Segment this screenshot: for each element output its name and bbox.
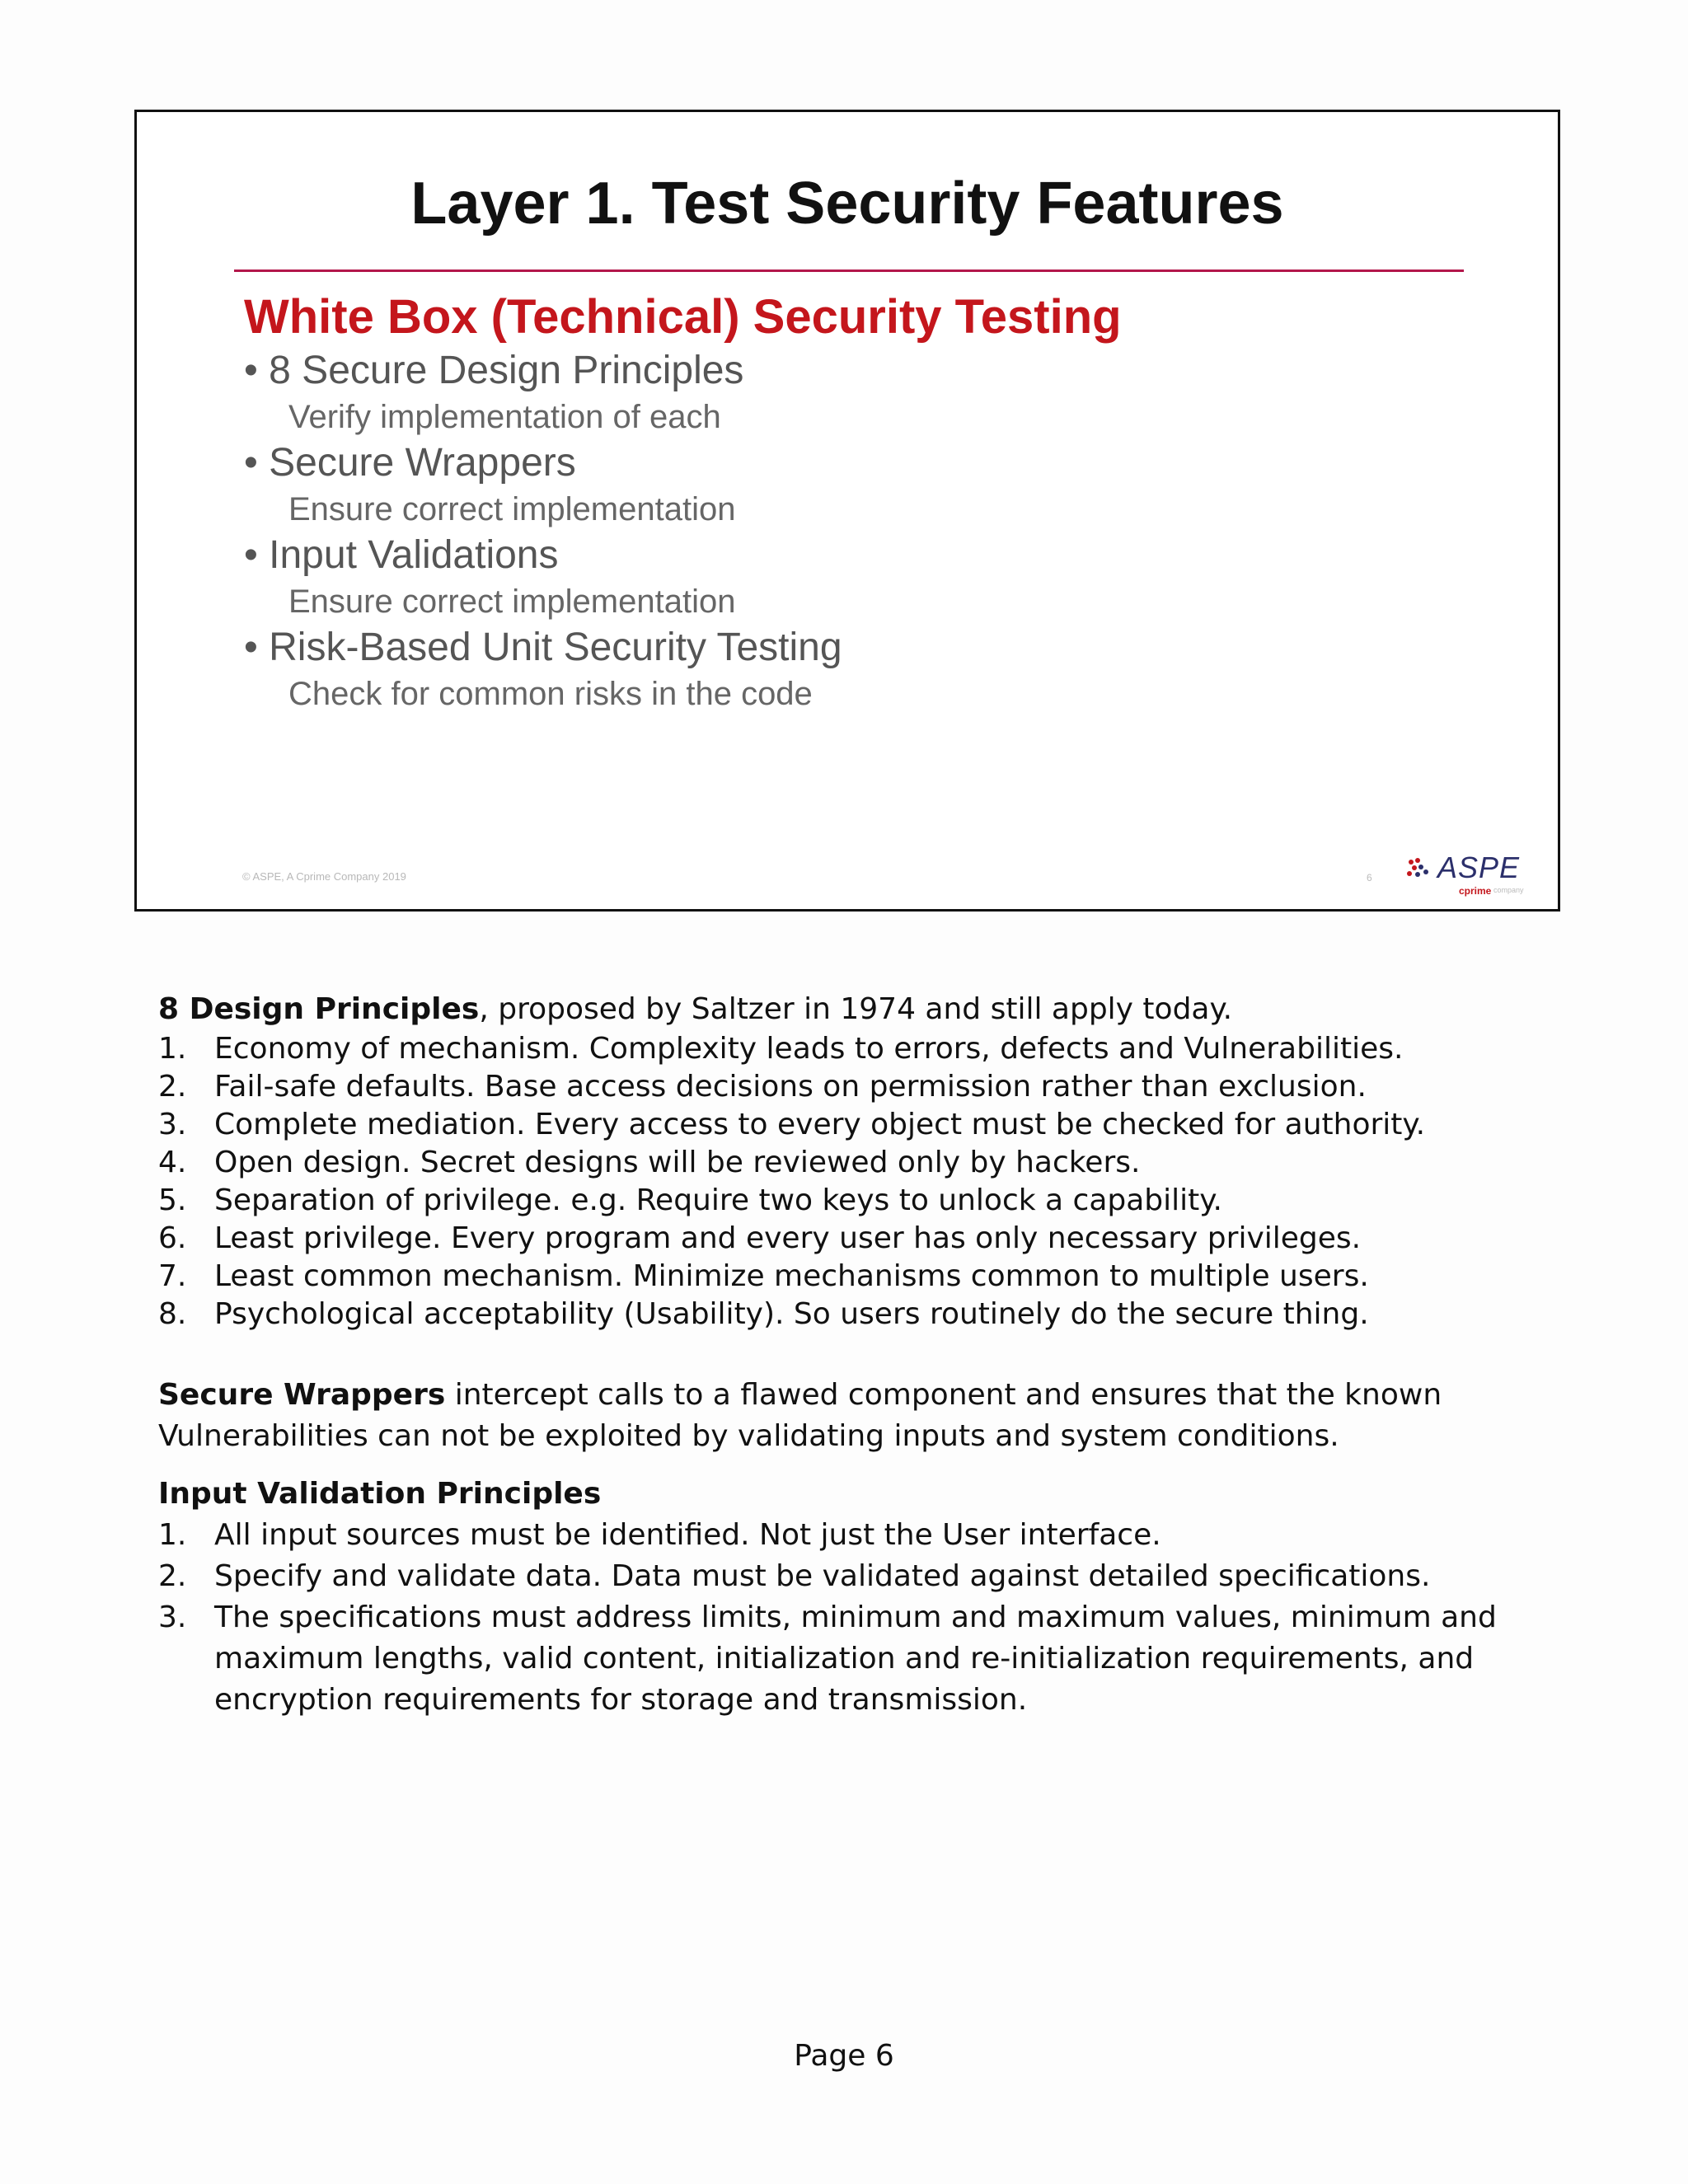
slide-page-number: 6 xyxy=(1367,872,1372,883)
notes-section xyxy=(158,989,1543,1721)
list-number: 7. xyxy=(158,1259,187,1293)
list-item xyxy=(158,1106,1543,1144)
input-validation-heading-line xyxy=(158,1474,1543,1515)
slide-bullet-list xyxy=(244,347,842,716)
list-item xyxy=(158,1144,1543,1182)
list-item-text: All input sources must be identified. Not just the User interface. xyxy=(214,1518,1161,1552)
input-validation-list xyxy=(158,1515,1543,1721)
list-item-text: Specify and validate data. Data must be validated against detailed specifications. xyxy=(214,1559,1431,1593)
slide-copyright: © ASPE, A Cprime Company 2019 xyxy=(242,870,406,883)
slide-bullet-sub: Verify implementation of each xyxy=(288,399,721,435)
list-number: 3. xyxy=(158,1601,187,1634)
input-validation-heading: Input Validation Principles xyxy=(158,1477,602,1511)
list-item xyxy=(158,1182,1543,1220)
design-principles-heading: 8 Design Principles xyxy=(158,992,480,1026)
list-number: 5. xyxy=(158,1183,187,1217)
design-principles-list xyxy=(158,1030,1543,1333)
list-item xyxy=(158,1030,1543,1068)
list-number: 8. xyxy=(158,1297,187,1331)
list-item xyxy=(158,1068,1543,1106)
slide-bullet xyxy=(244,624,842,716)
slide-bullet-sub: Check for common risks in the code xyxy=(288,676,813,712)
list-item xyxy=(158,1258,1543,1296)
list-item-text: Complete mediation. Every access to every object must be checked for authority. xyxy=(214,1108,1426,1141)
aspe-logo xyxy=(1406,851,1530,897)
slide-subtitle: White Box (Technical) Security Testing xyxy=(244,290,1122,344)
list-item xyxy=(158,1597,1543,1721)
logo-text: ASPE xyxy=(1437,851,1521,884)
list-number: 1. xyxy=(158,1518,187,1552)
logo-subtext: cprime xyxy=(1459,885,1492,897)
logo-subtext-company: company xyxy=(1493,886,1524,894)
list-number: 3. xyxy=(158,1108,187,1141)
slide-bullet xyxy=(244,347,842,439)
page-footer: Page 6 xyxy=(794,2039,894,2073)
list-number: 4. xyxy=(158,1146,187,1179)
list-item xyxy=(158,1220,1543,1258)
list-item-text: Economy of mechanism. Complexity leads to errors, defects and Vulnerabilities. xyxy=(214,1032,1404,1066)
slide-bullet xyxy=(244,532,842,624)
title-divider xyxy=(234,269,1464,272)
slide-image xyxy=(134,110,1560,912)
list-item xyxy=(158,1515,1543,1556)
slide-bullet-main: • Risk-Based Unit Security Testing xyxy=(244,624,842,672)
list-item-text: Least privilege. Every program and every user has only necessary privileges. xyxy=(214,1221,1362,1255)
secure-wrappers-text: intercept calls to a flawed component and ensures that the known Vulnerabilities can not be exploited by validating inputs and system conditions. xyxy=(158,1378,1442,1453)
slide-bullet-sub: Ensure correct implementation xyxy=(288,491,736,527)
list-item-text: Separation of privilege. e.g. Require two keys to unlock a capability. xyxy=(214,1183,1222,1217)
slide-title: Layer 1. Test Security Features xyxy=(410,171,1284,237)
slide-bullet-main: • 8 Secure Design Principles xyxy=(244,347,842,395)
slide-bullet-sub: Ensure correct implementation xyxy=(288,583,736,620)
list-number: 2. xyxy=(158,1559,187,1593)
list-number: 6. xyxy=(158,1221,187,1255)
slide-bullet xyxy=(244,439,842,532)
secure-wrappers-paragraph xyxy=(158,1375,1543,1457)
design-principles-intro-text: , proposed by Saltzer in 1974 and still apply today. xyxy=(479,992,1233,1026)
secure-wrappers-heading: Secure Wrappers xyxy=(158,1378,446,1412)
list-item xyxy=(158,1296,1543,1333)
design-principles-intro xyxy=(158,989,1543,1030)
list-item-text: Least common mechanism. Minimize mechanisms common to multiple users. xyxy=(214,1259,1369,1293)
list-item-text: Fail-safe defaults. Base access decisions on permission rather than exclusion. xyxy=(214,1070,1367,1104)
logo-dots-icon xyxy=(1406,855,1436,880)
slide-bullet-main: • Input Validations xyxy=(244,532,842,579)
list-item xyxy=(158,1556,1543,1597)
list-item-text: Psychological acceptability (Usability). So users routinely do the secure thing. xyxy=(214,1297,1369,1331)
slide-bullet-main: • Secure Wrappers xyxy=(244,439,842,487)
list-item-text: Open design. Secret designs will be reviewed only by hackers. xyxy=(214,1146,1141,1179)
list-item-text: The specifications must address limits, minimum and maximum values, minimum and maximum lengths, valid content, initialization and re-initialization requirements, and encryption requirements for storage and transmission. xyxy=(214,1601,1497,1717)
list-number: 1. xyxy=(158,1032,187,1066)
list-number: 2. xyxy=(158,1070,187,1104)
